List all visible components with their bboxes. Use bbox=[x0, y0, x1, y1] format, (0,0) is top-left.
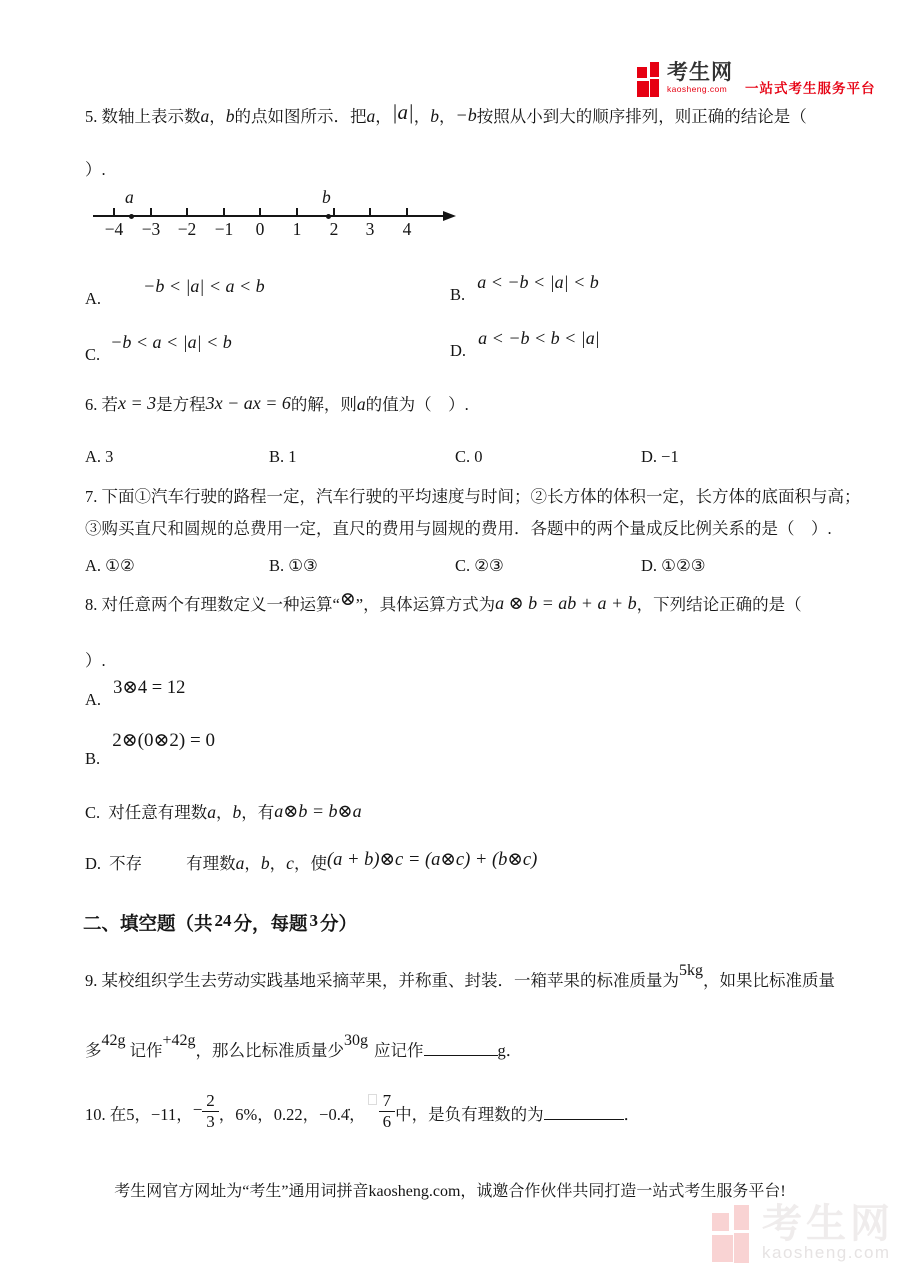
q5-var-a2: a bbox=[366, 106, 376, 126]
option-label: D. bbox=[450, 341, 467, 360]
question-7-line2 bbox=[85, 516, 832, 542]
missing-glyph-box bbox=[368, 1094, 377, 1105]
q9-text: 多 bbox=[85, 1041, 102, 1060]
heading-text: 二、填空题（共 bbox=[83, 913, 213, 934]
q9-answer-blank bbox=[424, 1041, 498, 1056]
q5-comma: ， bbox=[413, 107, 431, 126]
q10-comma: ， bbox=[218, 1104, 236, 1124]
fraction-sign: − bbox=[192, 1099, 203, 1119]
q9-text: 9. 某校组织学生去劳动实践基地采摘苹果，并称重、封装．一箱苹果的标准质量为 bbox=[85, 971, 679, 990]
question-5-line1 bbox=[85, 102, 807, 130]
tick bbox=[259, 208, 261, 216]
q7-text: 7. 下面①汽车行驶的路程一定，汽车行驶的平均速度与时间；②长方体的体积一定，长方体的底面积与高； bbox=[85, 487, 861, 506]
fraction-denominator: 6 bbox=[379, 1111, 396, 1132]
q10-text: 6%，0.22， bbox=[235, 1104, 320, 1124]
q5-var-b: b bbox=[225, 106, 235, 126]
q9-weight-42g: 42g bbox=[101, 1032, 126, 1049]
heading-text: 分，每题 bbox=[233, 913, 308, 934]
question-8-line1 bbox=[85, 591, 802, 618]
option-label: A. 3 bbox=[85, 447, 114, 466]
q8c-text: 有 bbox=[257, 803, 275, 822]
logo-text-block bbox=[667, 62, 733, 94]
q6-text: 的解，则 bbox=[290, 395, 357, 414]
q6-option-a bbox=[85, 444, 113, 470]
option-formula: a < −b < |a| < b bbox=[477, 272, 599, 292]
fraction-2-3 bbox=[202, 1091, 219, 1131]
q6-option-c bbox=[455, 444, 483, 470]
q5-var-a: a bbox=[200, 106, 210, 126]
q8d-comma: ， bbox=[293, 854, 311, 873]
q5-number-line bbox=[93, 186, 463, 252]
question-6 bbox=[85, 391, 469, 418]
option-label: D. −1 bbox=[641, 447, 679, 466]
question-9-line1 bbox=[85, 962, 835, 995]
option-formula: a < −b < b < |a| bbox=[478, 328, 600, 348]
q8c-var-a: a bbox=[207, 802, 217, 822]
q5-option-b bbox=[450, 269, 599, 304]
header-logo bbox=[637, 62, 876, 97]
logo-tagline: 一站式考生服务平台 bbox=[745, 81, 876, 96]
q10-num: −11 bbox=[151, 1104, 177, 1124]
q10-comma: ， bbox=[176, 1104, 193, 1124]
logo-domain: kaosheng.com bbox=[667, 84, 728, 94]
q8d-text: 使 bbox=[310, 854, 327, 873]
q5-comma: ， bbox=[375, 107, 392, 126]
q6-option-d bbox=[641, 444, 679, 470]
q10-num: 5 bbox=[126, 1104, 135, 1124]
q7-option-d bbox=[641, 553, 706, 579]
q10-answer-blank bbox=[544, 1105, 624, 1120]
q8-option-a bbox=[85, 675, 186, 709]
point-a-label: a bbox=[125, 187, 134, 207]
q8d-formula: (a + b)⊗c = (a⊗c) + (b⊗c) bbox=[326, 850, 538, 870]
q5-neg-b: −b bbox=[455, 105, 477, 125]
q10-text: ． bbox=[623, 1104, 641, 1124]
tick-label: −3 bbox=[141, 219, 161, 239]
q10-text: 10. 在 bbox=[85, 1104, 127, 1124]
tick bbox=[296, 208, 298, 216]
q10-comma: ， bbox=[134, 1104, 151, 1124]
kaosheng-logo-icon bbox=[637, 62, 662, 97]
q8d-comma: ， bbox=[269, 854, 287, 873]
q6-eq2: 3x − ax = 6 bbox=[205, 393, 291, 413]
fraction-denominator: 3 bbox=[202, 1111, 219, 1132]
q5-option-d bbox=[450, 325, 600, 360]
tick bbox=[113, 208, 115, 216]
option-label: B. ①③ bbox=[269, 556, 318, 575]
tick-label: 2 bbox=[329, 219, 339, 239]
fraction-7-6 bbox=[379, 1091, 396, 1131]
q8c-formula: a⊗b = b⊗a bbox=[274, 801, 362, 821]
option-label: B. bbox=[450, 285, 466, 304]
option-label: C. bbox=[85, 803, 101, 822]
number-line-arrow-icon bbox=[443, 211, 456, 221]
q9-text: g． bbox=[497, 1041, 523, 1060]
q6-text: 的值为（ ）. bbox=[365, 395, 469, 414]
q9-text: ，那么比标准质量少 bbox=[195, 1041, 345, 1060]
option-formula: 2⊗(0⊗2) = 0 bbox=[112, 730, 215, 751]
q5-text: 的点如图所示．把 bbox=[234, 107, 367, 126]
q8-text: ，下列结论正确的是（ bbox=[636, 595, 802, 614]
question-9-line2 bbox=[85, 1032, 523, 1065]
q5-comma: ， bbox=[439, 107, 456, 126]
q10-text: 中，是负有理数的为 bbox=[395, 1104, 544, 1124]
tick-label: 1 bbox=[292, 219, 302, 239]
q5-close-paren: ）. bbox=[85, 160, 106, 179]
q9-weight-30g: 30g bbox=[344, 1032, 369, 1049]
option-label: D. bbox=[85, 854, 102, 873]
option-formula: −b < |a| < a < b bbox=[143, 276, 265, 296]
option-label: A. ①② bbox=[85, 556, 135, 575]
q5-option-a bbox=[85, 273, 265, 308]
q7-text: ③购买直尺和圆规的总费用一定，直尺的费用与圆规的费用．各题中的两个量成反比例关系的是（ ）. bbox=[85, 519, 832, 538]
tick-label: 0 bbox=[255, 219, 265, 239]
q8c-comma: ， bbox=[216, 803, 233, 822]
point-b-dot bbox=[326, 214, 331, 219]
q8-text: ”，具体运算方式为 bbox=[355, 595, 496, 614]
q8-option-c bbox=[85, 799, 362, 826]
tick-label: 4 bbox=[402, 219, 412, 239]
q8-option-d bbox=[85, 850, 537, 877]
tick bbox=[406, 208, 408, 216]
tick bbox=[150, 208, 152, 216]
q8d-var-a: a bbox=[235, 853, 245, 873]
heading-points-total: 24 bbox=[214, 911, 232, 930]
q8d-var-c: c bbox=[286, 853, 294, 873]
number-line-axis bbox=[93, 215, 445, 217]
tick bbox=[333, 208, 335, 216]
tick-label: −1 bbox=[214, 219, 234, 239]
q9-weight-5kg: 5kg bbox=[679, 962, 703, 979]
q5-var-b2: b bbox=[430, 106, 440, 126]
question-7-line1 bbox=[85, 484, 861, 510]
option-formula: −b < a < |a| < b bbox=[110, 332, 232, 352]
tick-label: −4 bbox=[104, 219, 124, 239]
q8-definition: a ⊗ b = ab + a + b bbox=[495, 593, 637, 613]
footer-note bbox=[0, 1178, 900, 1201]
q6-eq1: x = 3 bbox=[118, 393, 157, 413]
watermark-text-block bbox=[762, 1202, 894, 1263]
q5-text: 5. 数轴上表示数 bbox=[85, 107, 201, 126]
q8d-text: 有理数 bbox=[186, 854, 236, 873]
option-label: A. bbox=[85, 289, 102, 308]
q6-text: 6. 若 bbox=[85, 395, 118, 414]
watermark-name: 考生网 bbox=[762, 1202, 894, 1246]
q8d-var-b: b bbox=[260, 853, 270, 873]
option-label: D. ①②③ bbox=[641, 556, 706, 575]
q9-text: ，如果比标准质量 bbox=[703, 971, 835, 990]
q6-var-a: a bbox=[356, 394, 366, 414]
q10-repeating-decimal: −0.4̇ bbox=[319, 1104, 350, 1124]
q8c-comma: ， bbox=[241, 803, 258, 822]
tick bbox=[369, 208, 371, 216]
option-label: C. bbox=[85, 345, 101, 364]
heading-points-each: 3 bbox=[309, 911, 319, 930]
q8-close-paren: ）. bbox=[85, 651, 106, 670]
question-10 bbox=[85, 1091, 641, 1136]
option-label: C. 0 bbox=[455, 447, 483, 466]
section-2-heading bbox=[83, 910, 357, 936]
otimes-symbol: ⊗ bbox=[339, 589, 356, 610]
point-b-label: b bbox=[322, 187, 331, 207]
q8d-text: 不存 bbox=[109, 854, 143, 873]
q7-option-a bbox=[85, 553, 135, 579]
option-label: A. bbox=[85, 690, 102, 709]
q5-comma: ， bbox=[209, 107, 226, 126]
kaosheng-watermark-icon bbox=[712, 1205, 754, 1265]
logo-name: 考生网 bbox=[667, 61, 733, 84]
q8-option-b bbox=[85, 728, 215, 768]
option-label: B. 1 bbox=[269, 447, 297, 466]
watermark-domain: kaosheng.com bbox=[762, 1243, 891, 1262]
q8c-var-b: b bbox=[232, 802, 242, 822]
option-formula: 3⊗4 = 12 bbox=[113, 678, 186, 698]
tick-label: −2 bbox=[177, 219, 197, 239]
q7-option-c bbox=[455, 553, 504, 579]
q9-text: 应记作 bbox=[374, 1041, 424, 1060]
q9-text: 记作 bbox=[129, 1041, 163, 1060]
q6-option-b bbox=[269, 444, 297, 470]
q7-option-b bbox=[269, 553, 318, 579]
heading-text: 分） bbox=[320, 913, 358, 934]
question-8-line2 bbox=[85, 648, 106, 674]
tick bbox=[223, 208, 225, 216]
fraction-numerator: 2 bbox=[206, 1091, 215, 1110]
option-label: B. bbox=[85, 749, 101, 768]
tick bbox=[186, 208, 188, 216]
fraction-numerator: 7 bbox=[382, 1091, 392, 1110]
q8-text: 8. 对任意两个有理数定义一种运算“ bbox=[85, 595, 340, 614]
footer-text: 考生网官方网址为“考生”通用词拼音kaosheng.com，诚邀合作伙伴共同打造一站式考生服务平台! bbox=[114, 1183, 786, 1200]
option-label: C. ②③ bbox=[455, 556, 504, 575]
q8c-text: 对任意有理数 bbox=[108, 803, 208, 822]
tick-label: 3 bbox=[365, 219, 375, 239]
q8d-comma: ， bbox=[244, 854, 261, 873]
watermark-logo bbox=[712, 1202, 894, 1265]
q9-weight-plus42g: +42g bbox=[162, 1032, 196, 1049]
q10-comma: ， bbox=[349, 1104, 366, 1124]
q6-text: 是方程 bbox=[156, 395, 206, 414]
question-5-line2 bbox=[85, 157, 106, 183]
q5-text: 按照从小到大的顺序排列，则正确的结论是（ bbox=[476, 107, 807, 126]
q5-abs-a: |a| bbox=[391, 100, 414, 124]
q5-option-c bbox=[85, 329, 232, 364]
point-a-dot bbox=[129, 214, 134, 219]
